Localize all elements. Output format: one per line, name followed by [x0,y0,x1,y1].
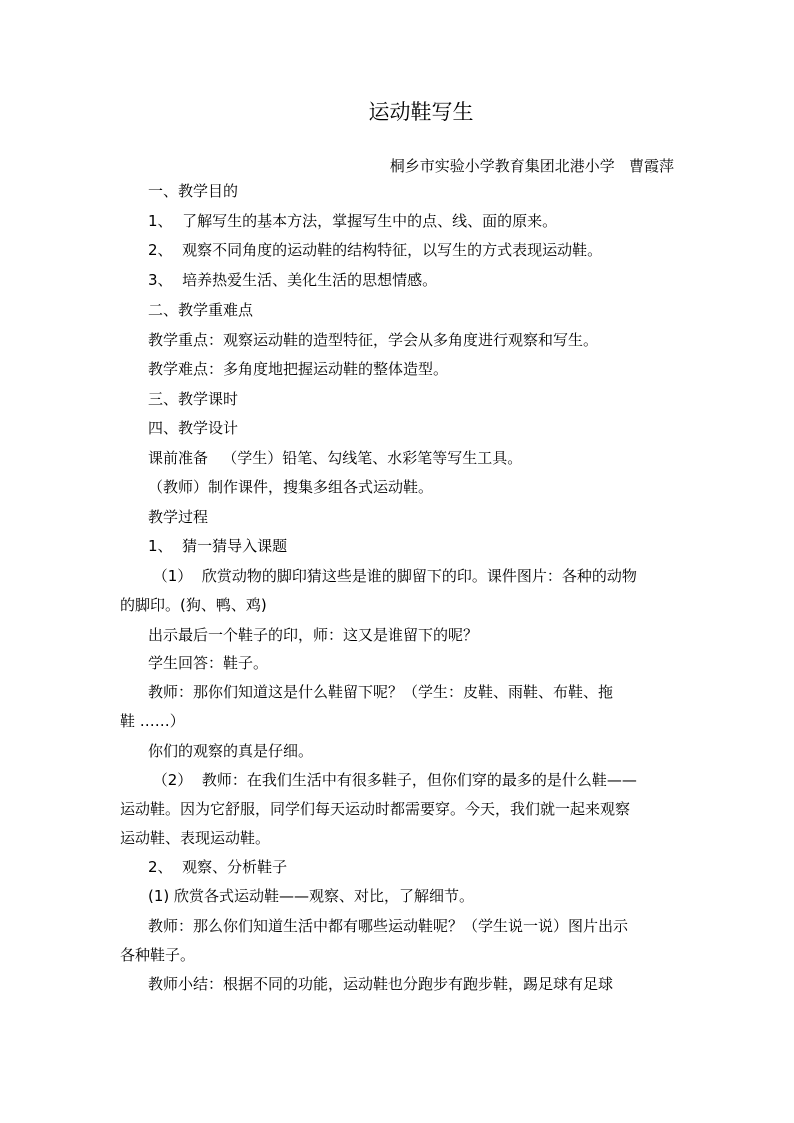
text-line: 1、 了解写生的基本方法，掌握写生中的点、线、面的原来。 [148,212,558,230]
document-title: 运动鞋写生 [368,100,474,124]
text-line: 一、教学目的 [148,182,239,200]
text-line: 运动鞋、表现运动鞋。 [120,829,271,847]
text-line: （教师）制作课件，搜集多组各式运动鞋。 [148,478,434,496]
text-line: 3、 培养热爱生活、美化生活的思想情感。 [148,271,438,289]
text-line: 教师小结：根据不同的功能，运动鞋也分跑步有跑步鞋，踢足球有足球 [148,975,614,993]
text-line: 2、 观察不同角度的运动鞋的结构特征，以写生的方式表现运动鞋。 [148,241,603,259]
text-line: 的脚印。(狗、鸭、鸡) [120,596,267,614]
text-line: 课前准备 （学生）铅笔、勾线笔、水彩笔等写生工具。 [148,449,523,467]
text-line: 教学过程 [148,508,209,526]
text-line: 教学重点：观察运动鞋的造型特征，学会从多角度进行观察和写生。 [148,331,599,349]
text-line: 三、教学课时 [148,390,239,408]
text-line: 1、 猜一猜导入课题 [148,537,288,555]
text-line: （2） 教师：在我们生活中有很多鞋子，但你们穿的最多的是什么鞋—— [148,771,637,789]
text-line: 教学难点：多角度地把握运动鞋的整体造型。 [148,360,449,378]
text-line: 四、教学设计 [148,419,239,437]
text-line: 出示最后一个鞋子的印，师：这又是谁留下的呢？ [148,626,479,644]
text-line: (1) 欣赏各式运动鞋——观察、对比，了解细节。 [148,887,475,905]
text-line: 你们的观察的真是仔细。 [148,742,314,760]
text-line: 学生回答：鞋子。 [148,654,269,672]
text-line: 鞋 ……） [120,712,185,730]
text-line: 二、教学重难点 [148,301,254,319]
text-line: 各种鞋子。 [120,946,196,964]
text-line: 2、 观察、分析鞋子 [148,858,288,876]
text-line: （1） 欣赏动物的脚印猜这些是谁的脚留下的印。课件图片：各种的动物 [148,567,637,585]
text-line: 运动鞋。因为它舒服，同学们每天运动时都需要穿。今天，我们就一起来观察 [120,800,631,818]
author-line: 桐乡市实验小学教育集团北港小学 曹霞萍 [389,157,674,175]
text-line: 教师：那么你们知道生活中都有哪些运动鞋呢？（学生说一说）图片出示 [148,917,629,935]
text-line: 教师：那你们知道这是什么鞋留下呢？（学生：皮鞋、雨鞋、布鞋、拖 [148,683,614,701]
